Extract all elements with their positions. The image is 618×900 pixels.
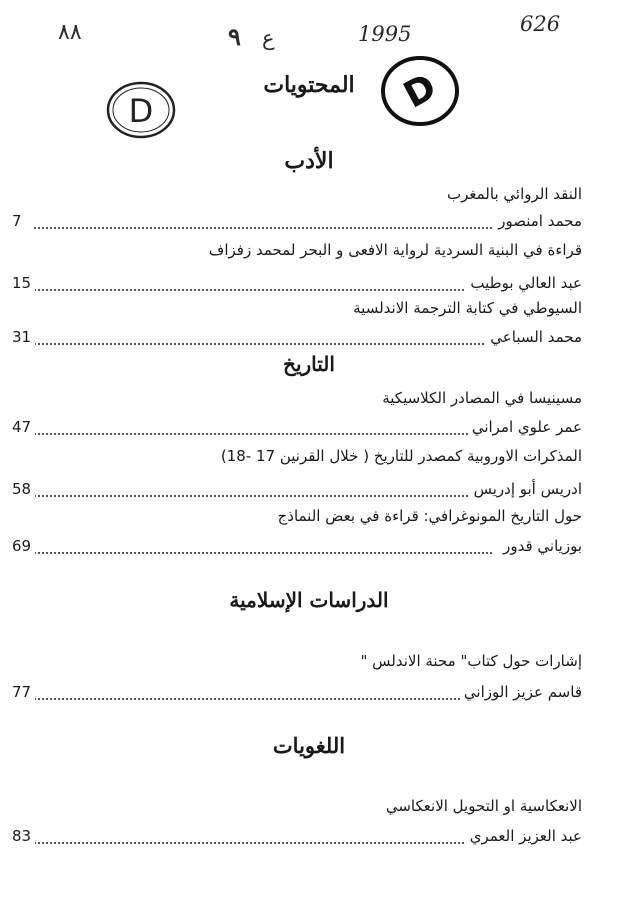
entry-author: محمد امنصور xyxy=(494,212,582,230)
entry-author: ادريس أبو إدريس xyxy=(470,480,582,498)
toc-entry-line xyxy=(12,825,582,849)
stamp-small-letter: D xyxy=(128,92,154,130)
entry-title: المذكرات الاوروبية كمصدر للتاريخ ( خلال القرنين 17 -18) xyxy=(220,447,582,465)
leader-dots xyxy=(34,698,492,700)
entry-page: 47 xyxy=(12,418,35,436)
entry-title: الانعكاسية او التحويل الانعكاسي xyxy=(385,797,582,815)
toc-entry-line xyxy=(12,535,582,559)
section-title-literature: الأدب xyxy=(284,148,334,174)
handwritten-number-left: ٨٨ xyxy=(58,20,82,45)
entry-author: عبد العالي بوطيب xyxy=(466,274,582,292)
toc-entry-line xyxy=(12,416,582,440)
toc-entry-line xyxy=(12,272,582,296)
leader-dots xyxy=(34,842,492,844)
entry-page: 7 xyxy=(12,212,26,230)
entry-author: عمر علوي امراني xyxy=(468,418,582,436)
page-title: المحتويات xyxy=(263,72,355,98)
handwritten-number-right: 626 xyxy=(520,12,561,36)
entry-author: قاسم عزيز الوزاني xyxy=(460,683,582,701)
entry-author: عبد العزيز العمري xyxy=(466,827,582,845)
entry-title: قراءة في البنية السردية لرواية الافعى و البحر لمحمد زفزاف xyxy=(208,241,582,259)
section-title-islamic-studies: الدراسات الإسلامية xyxy=(229,588,389,612)
section-title-history: التاريخ xyxy=(283,352,335,376)
leader-dots xyxy=(34,343,492,345)
handwritten-year: 1995 xyxy=(358,22,412,46)
entry-title: إشارات حول كتاب" محنة الاندلس " xyxy=(360,652,582,670)
leader-dots xyxy=(34,552,492,554)
handwritten-mark-b: ع xyxy=(262,26,275,50)
toc-entry-line xyxy=(12,478,582,502)
entry-title: السيوطي في كتابة الترجمة الاندلسية xyxy=(353,299,582,317)
leader-dots xyxy=(34,227,492,229)
entry-title: مسينيسا في المصادر الكلاسيكية xyxy=(382,389,582,407)
entry-author: محمد السباعي xyxy=(486,328,582,346)
entry-page: 58 xyxy=(12,480,35,498)
entry-page: 69 xyxy=(12,537,35,555)
section-title-linguistics: اللغويات xyxy=(272,733,346,758)
entry-title: حول التاريخ المونوغرافي: قراءة في بعض النماذج xyxy=(277,507,582,525)
entry-page: 77 xyxy=(12,683,35,701)
toc-entry-line xyxy=(12,326,582,350)
leader-dots xyxy=(34,495,492,497)
handwritten-mark-a: ٩ xyxy=(228,22,241,51)
toc-entry-line xyxy=(12,210,582,234)
leader-dots xyxy=(34,433,492,435)
entry-page: 83 xyxy=(12,827,35,845)
entry-page: 31 xyxy=(12,328,35,346)
entry-page: 15 xyxy=(12,274,35,292)
leader-dots xyxy=(34,289,492,291)
entry-title: النقد الروائي بالمغرب xyxy=(447,185,582,203)
toc-entry-line xyxy=(12,681,582,705)
stamp-large-letter: D xyxy=(397,66,444,117)
entry-author: بوزياني قدور xyxy=(499,537,582,555)
